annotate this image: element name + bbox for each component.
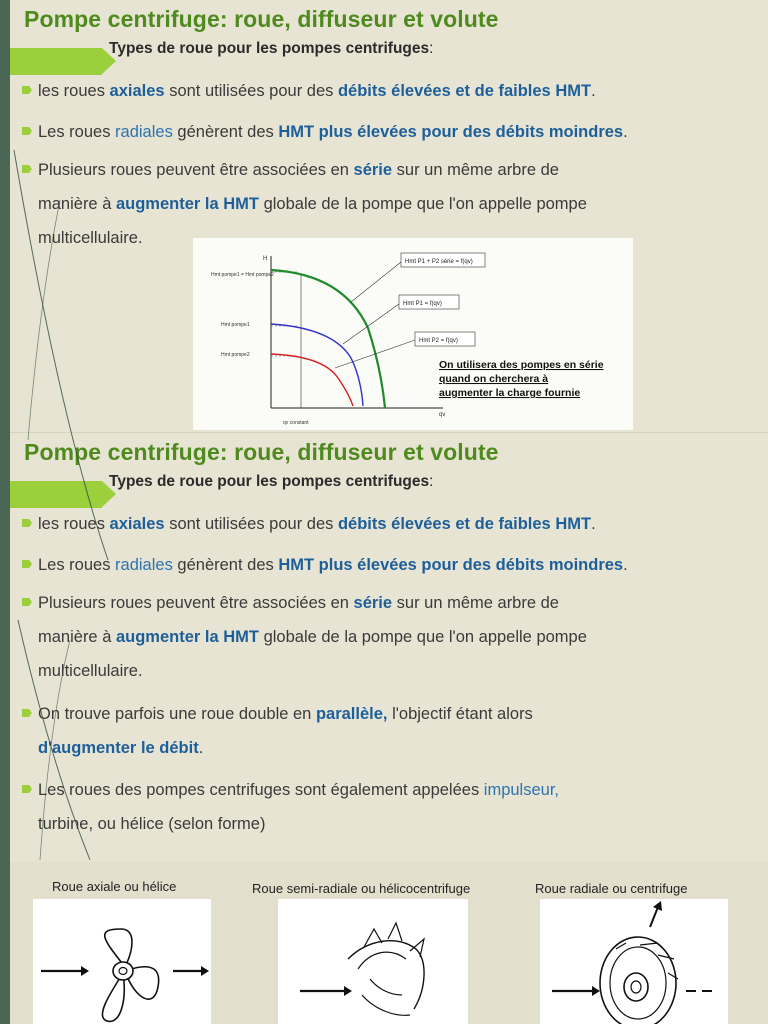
left-label-1: Hmt pompe1 = Hmt pompe2 [211,272,274,278]
left-sidebar-strip [0,0,10,1024]
left-label-2: Hmt pompe1 [221,322,250,328]
slide-2 [10,432,768,863]
bullet-serie: Plusieurs roues peuvent être associées en série sur un même arbre de manière à augmenter la HMT globale de la pompe que l'on appelle pompe multicellulaire. [22,153,762,255]
arrow-bullet-icon [22,165,32,173]
bullet-radiales: Les roues radiales génèrent des HMT plus élevées pour des débits moindres. [22,115,762,149]
x-axis-label: qv [439,412,446,418]
leader-line-3 [335,340,415,368]
chart-svg [193,238,633,430]
arrow-bullet-icon [22,86,32,94]
title-tab-accent [10,481,102,508]
slide-1 [10,0,768,432]
note-line-3: augmenter la charge fournie [439,387,581,399]
arrow-bullet-icon [22,785,32,793]
bullet-radiales: Les roues radiales génèrent des HMT plus élevées pour des débits moindres. [22,548,762,582]
hmt-series-chart [193,238,633,430]
label-semi-radial-wheel: Roue semi-radiale ou hélicocentrifuge [252,881,471,896]
x-note-label: qv constant [283,420,309,426]
bullet-impulseur: Les roues des pompes centrifuges sont également appelées impulseur, turbine, ou hélice (selon forme) [22,773,762,841]
slide-title: Pompe centrifuge: roue, diffuseur et volute [24,439,499,465]
radial-wheel-image [540,899,728,1024]
note-line-1: On utilisera des pompes en série [439,359,604,371]
bullet-axiales: les roues axiales sont utilisées pour des débits élevées et de faibles HMT. [22,74,762,108]
arrow-bullet-icon [22,598,32,606]
slide-title: Pompe centrifuge: roue, diffuseur et volute [24,6,499,32]
left-label-3: Hmt pompe2 [221,352,250,358]
label-radial-wheel: Roue radiale ou centrifuge [535,881,688,896]
semi-radial-wheel-icon [278,899,468,1024]
axial-wheel-icon [33,899,211,1024]
slide-subtitle: Types de roue pour les pompes centrifuges: [109,40,434,57]
curve-p2 [271,354,353,406]
note-line-2: quand on cherchera à [439,373,549,385]
bullet-serie: Plusieurs roues peuvent être associées en série sur un même arbre de manière à augmenter la HMT globale de la pompe que l'on appelle pompe multicellulaire. [22,586,762,688]
label-axial-wheel: Roue axiale ou hélice [52,879,177,894]
leader-line-1 [351,262,401,302]
slide-subtitle: Types de roue pour les pompes centrifuges: [109,473,434,490]
arrow-bullet-icon [22,127,32,135]
semi-radial-wheel-image [278,899,468,1024]
radial-wheel-icon [540,899,728,1024]
arrow-bullet-icon [22,519,32,527]
slide-3-wheel-types [10,862,768,1024]
axial-wheel-image [33,899,211,1024]
curve-series [271,270,385,408]
callout-3: Hmt P2 = f(qv) [419,338,458,344]
title-tab-accent [10,48,102,75]
arrow-bullet-icon [22,709,32,717]
bullet-axiales: les roues axiales sont utilisées pour des débits élevées et de faibles HMT. [22,507,762,541]
bullet-parallele: On trouve parfois une roue double en parallèle, l'objectif étant alors d'augmenter le débit. [22,697,762,765]
callout-1: Hmt P1 + P2 série = f(qv) [405,259,473,265]
callout-2: Hmt P1 = f(qv) [403,301,442,307]
y-axis-label: H [263,256,268,262]
arrow-bullet-icon [22,560,32,568]
curve-p1 [271,324,363,406]
